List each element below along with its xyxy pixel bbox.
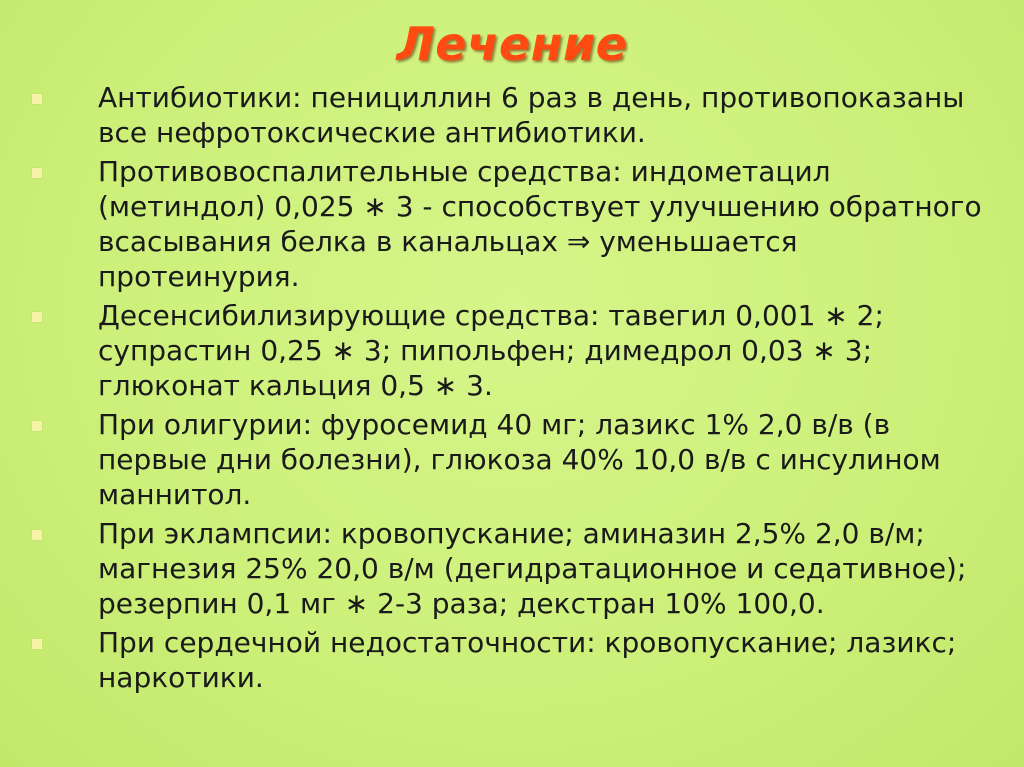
list-item bbox=[30, 154, 990, 294]
list-item bbox=[30, 407, 990, 512]
bullet-marker-icon bbox=[32, 312, 42, 322]
bullet-marker-icon bbox=[32, 168, 42, 178]
bullet-marker-icon bbox=[32, 530, 42, 540]
list-item bbox=[30, 625, 990, 695]
bullet-marker-icon bbox=[32, 421, 42, 431]
bullet-text: Противовоспалительные средства: индометацил (метиндол) 0,025 ∗ 3 - способствует улучшению обратного всасывания белка в канальцах ⇒ уменьшается протеинурия. bbox=[98, 155, 982, 293]
list-item bbox=[30, 516, 990, 621]
slide-title: Лечение bbox=[396, 17, 628, 71]
bullet-text: При эклампсии: кровопускание; аминазин 2,5% 2,0 в/м; магнезия 25% 20,0 в/м (дегидратационное и седативное); резерпин 0,1 мг ∗ 2-3 раза; декстран 10% 100,0. bbox=[98, 517, 967, 620]
bullet-text: При олигурии: фуросемид 40 мг; лазикс 1% 2,0 в/в (в первые дни болезни), глюкоза 40% 10,0 в/в с инсулином маннитол. bbox=[98, 408, 941, 511]
bullet-text: Антибиотики: пенициллин 6 раз в день, противопоказаны все нефротоксические антибиотики. bbox=[98, 81, 965, 149]
bullet-text: Десенсибилизирующие средства: тавегил 0,001 ∗ 2; супрастин 0,25 ∗ 3; пипольфен; димедрол 0,03 ∗ 3; глюконат кальция 0,5 ∗ 3. bbox=[98, 299, 884, 402]
bullet-marker-icon bbox=[32, 639, 42, 649]
list-item bbox=[30, 298, 990, 403]
bullet-text: При сердечной недостаточности: кровопускание; лазикс; наркотики. bbox=[98, 626, 957, 694]
bullet-list bbox=[30, 80, 990, 699]
bullet-marker-icon bbox=[32, 94, 42, 104]
list-item bbox=[30, 80, 990, 150]
